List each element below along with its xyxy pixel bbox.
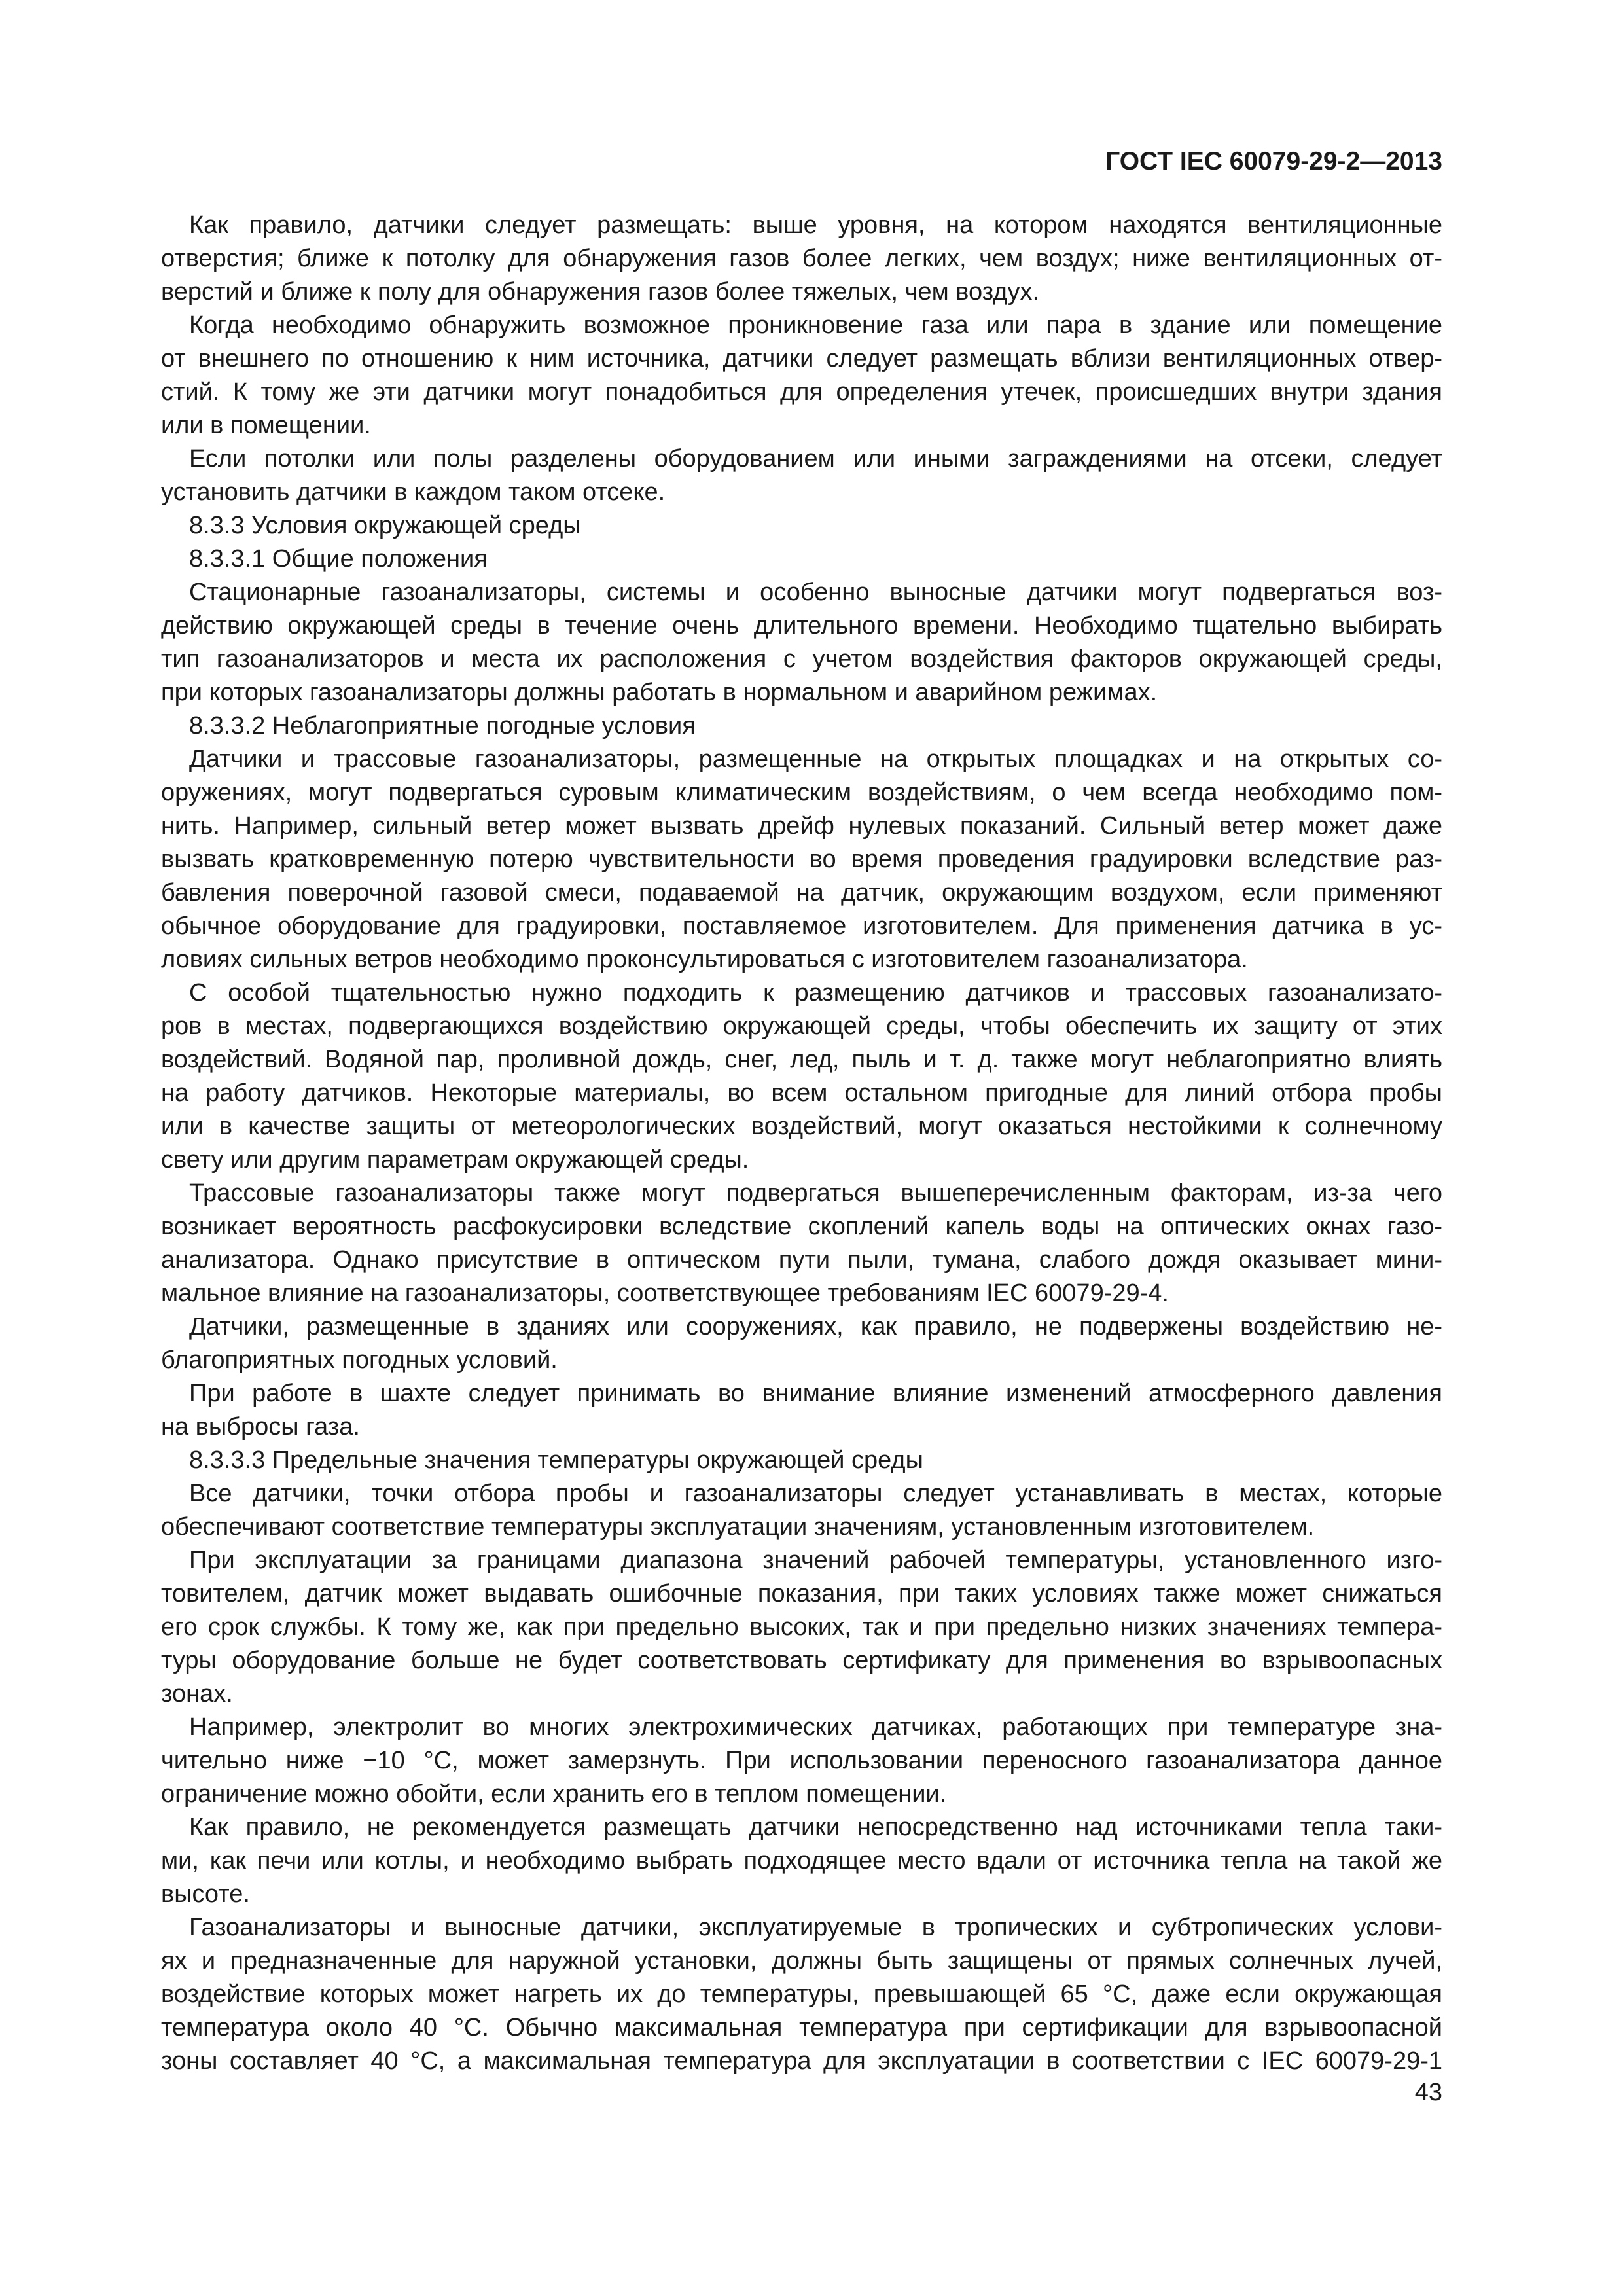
text-line: товителем, датчик может выдавать ошибочные показания, при таких условиях также может снижаться	[161, 1580, 1442, 1607]
text-line: ми, как печи или котлы, и необходимо выбрать подходящее место вдали от источника тепла на такой же	[161, 1847, 1442, 1874]
text-line: Датчики, размещенные в зданиях или сооружениях, как правило, не подвержены воздействию не-	[189, 1313, 1442, 1340]
text-line: мальное влияние на газоанализаторы, соответствующее требованиям IEC 60079-29-4.	[161, 1280, 1169, 1307]
text-line: оружениях, могут подвергаться суровым климатическим воздействиям, о чем всегда необходимо пом-	[161, 779, 1442, 806]
page-number: 43	[1414, 2079, 1442, 2106]
text-line: на работу датчиков. Некоторые материалы, во всем остальном пригодные для линий отбора пробы	[161, 1079, 1442, 1107]
text-line: Когда необходимо обнаружить возможное проникновение газа или пара в здание или помещение	[189, 312, 1442, 339]
text-line: Как правило, не рекомендуется размещать датчики непосредственно над источниками тепла таки-	[189, 1814, 1442, 1841]
text-line: вызвать кратковременную потерю чувствительности во время проведения градуировки вследствие раз-	[161, 846, 1442, 873]
text-line: Все датчики, точки отбора пробы и газоанализаторы следует устанавливать в местах, которые	[189, 1480, 1442, 1507]
text-line: ограничение можно обойти, если хранить его в теплом помещении.	[161, 1780, 947, 1808]
text-line: чительно ниже −10 °С, может замерзнуть. При использовании переносного газоанализатора данное	[161, 1747, 1442, 1774]
text-line: При работе в шахте следует принимать во внимание влияние изменений атмосферного давления	[189, 1380, 1442, 1407]
text-line: Датчики и трассовые газоанализаторы, размещенные на открытых площадках и на открытых со-	[189, 745, 1442, 773]
text-line: свету или другим параметрам окружающей среды.	[161, 1146, 749, 1174]
text-line: воздействие которых может нагреть их до температуры, превышающей 65 °С, даже если окружающая	[161, 1981, 1442, 2008]
text-line: туры оборудование больше не будет соответствовать сертификату для применения во взрывоопасных	[161, 1647, 1442, 1674]
text-line: воздействий. Водяной пар, проливной дождь, снег, лед, пыль и т. д. также могут неблагоприятно влиять	[161, 1046, 1442, 1073]
text-line: отверстия; ближе к потолку для обнаружения газов более легких, чем воздух; ниже вентиляционных от-	[161, 245, 1442, 272]
text-line: или в качестве защиты от метеорологических воздействий, могут оказаться нестойкими к солнечному	[161, 1113, 1442, 1140]
text-line: его срок службы. К тому же, как при предельно высоких, так и при предельно низких значениях темпера-	[161, 1613, 1442, 1641]
text-line: нить. Например, сильный ветер может вызвать дрейф нулевых показаний. Сильный ветер может даже	[161, 812, 1442, 840]
text-line: ях и предназначенные для наружной установки, должны быть защищены от прямых солнечных лучей,	[161, 1947, 1442, 1975]
text-line: верстий и ближе к полу для обнаружения газов более тяжелых, чем воздух.	[161, 278, 1040, 306]
text-line: при которых газоанализаторы должны работать в нормальном и аварийном режимах.	[161, 679, 1158, 706]
text-line: от внешнего по отношению к ним источника, датчики следует размещать вблизи вентиляционных отвер-	[161, 345, 1442, 372]
text-line: температура около 40 °С. Обычно максимальная температура при сертификации для взрывоопасной	[161, 2014, 1442, 2041]
section-heading: 8.3.3 Условия окружающей среды	[189, 512, 581, 539]
section-heading: 8.3.3.1 Общие положения	[189, 545, 488, 573]
text-line: возникает вероятность расфокусировки вследствие скоплений капель воды на оптических окнах газо-	[161, 1213, 1442, 1240]
text-line: тип газоанализаторов и места их расположения с учетом воздействия факторов окружающей среды,	[161, 645, 1442, 673]
text-line: обычное оборудование для градуировки, поставляемое изготовителем. Для применения датчика в ус-	[161, 912, 1442, 940]
text-line: бавления поверочной газовой смеси, подаваемой на датчик, окружающим воздухом, если применяют	[161, 879, 1442, 906]
text-line: высоте.	[161, 1880, 250, 1908]
document-header: ГОСТ IEC 60079-29-2—2013	[1105, 147, 1442, 175]
text-line: При эксплуатации за границами диапазона значений рабочей температуры, установленного изго-	[189, 1547, 1442, 1574]
text-line: обеспечивают соответствие температуры эксплуатации значениям, установленным изготовителем.	[161, 1513, 1315, 1541]
text-line: действию окружающей среды в течение очень длительного времени. Необходимо тщательно выбирать	[161, 612, 1442, 639]
text-line: зоны составляет 40 °С, а максимальная температура для эксплуатации в соответствии с IEC 60079-29-1	[161, 2047, 1442, 2075]
text-line: на выбросы газа.	[161, 1413, 360, 1441]
text-line: установить датчики в каждом таком отсеке.	[161, 478, 666, 506]
text-line: Газоанализаторы и выносные датчики, эксплуатируемые в тропических и субтропических услови-	[189, 1914, 1442, 1941]
text-line: зонах.	[161, 1680, 233, 1708]
text-line: Например, электролит во многих электрохимических датчиках, работающих при температуре зна-	[189, 1713, 1442, 1741]
text-line: анализатора. Однако присутствие в оптическом пути пыли, тумана, слабого дождя оказывает мини-	[161, 1246, 1442, 1274]
text-line: Трассовые газоанализаторы также могут подвергаться вышеперечисленным факторам, из-за чего	[189, 1179, 1442, 1207]
section-heading: 8.3.3.2 Неблагоприятные погодные условия	[189, 712, 696, 740]
section-heading: 8.3.3.3 Предельные значения температуры окружающей среды	[189, 1446, 923, 1474]
text-line: Если потолки или полы разделены оборудованием или иными заграждениями на отсеки, следует	[189, 445, 1442, 473]
text-line: Стационарные газоанализаторы, системы и особенно выносные датчики могут подвергаться воз-	[189, 579, 1442, 606]
text-line: Как правило, датчики следует размещать: выше уровня, на котором находятся вентиляционные	[189, 211, 1442, 239]
text-line: ловиях сильных ветров необходимо проконсультироваться с изготовителем газоанализатора.	[161, 946, 1248, 973]
text-line: или в помещении.	[161, 412, 371, 439]
text-line: ров в местах, подвергающихся воздействию окружающей среды, чтобы обеспечить их защиту от этих	[161, 1013, 1442, 1040]
text-line: стий. К тому же эти датчики могут понадобиться для определения утечек, происшедших внутри здания	[161, 378, 1442, 406]
text-line: С особой тщательностью нужно подходить к размещению датчиков и трассовых газоанализато-	[189, 979, 1442, 1007]
text-line: благоприятных погодных условий.	[161, 1346, 558, 1374]
